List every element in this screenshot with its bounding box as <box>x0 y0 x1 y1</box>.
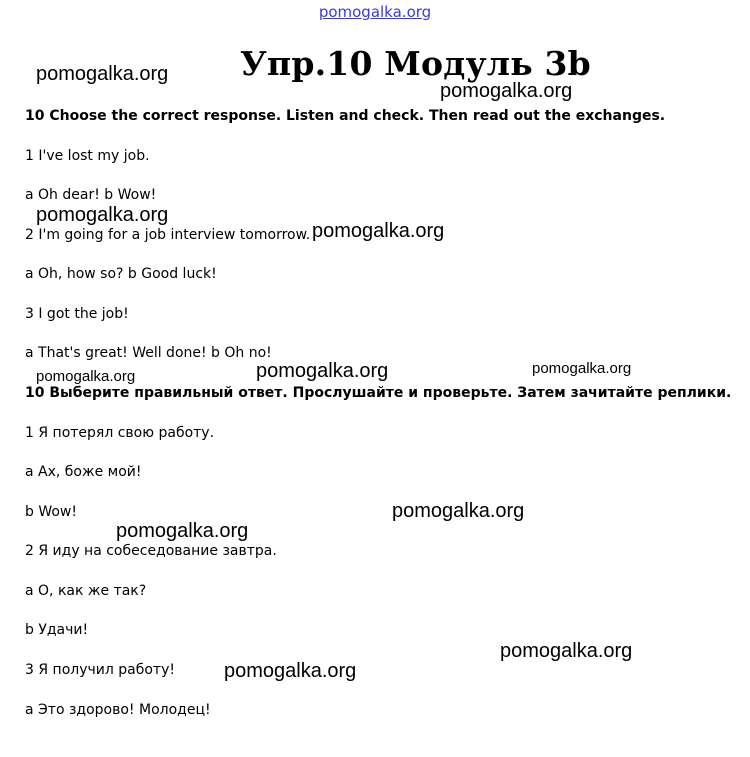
russian-line: 3 Я получил работу! <box>25 662 175 678</box>
watermark: pomogalka.org <box>500 640 633 662</box>
watermark: pomogalka.org <box>532 360 632 377</box>
russian-line: b Wow! <box>25 504 77 520</box>
watermark: pomogalka.org <box>36 204 169 226</box>
page-title: Упр.10 Модуль 3b <box>240 44 591 83</box>
watermark: pomogalka.org <box>224 660 357 682</box>
russian-line: a О, как же так? <box>25 583 147 599</box>
russian-line: a Ах, боже мой! <box>25 464 142 480</box>
russian-line: 2 Я иду на собеседование завтра. <box>25 543 277 559</box>
english-line: a Oh, how so? b Good luck! <box>25 266 217 282</box>
russian-line: 1 Я потерял свою работу. <box>25 425 215 441</box>
english-line: 3 I got the job! <box>25 306 129 322</box>
english-line: 2 I'm going for a job interview tomorrow. <box>25 227 311 243</box>
watermark: pomogalka.org <box>36 63 169 85</box>
english-line: a That's great! Well done! b Oh no! <box>25 345 272 361</box>
russian-line: b Удачи! <box>25 622 89 638</box>
watermark: pomogalka.org <box>256 360 389 382</box>
watermark: pomogalka.org <box>36 368 136 385</box>
english-line: 1 I've lost my job. <box>25 148 150 164</box>
watermark: pomogalka.org <box>392 500 525 522</box>
english-task-heading: 10 Choose the correct response. Listen and check. Then read out the exchanges. <box>25 108 666 124</box>
watermark: pomogalka.org <box>116 520 249 542</box>
watermark: pomogalka.org <box>440 80 573 102</box>
top-watermark-link[interactable]: pomogalka.org <box>318 3 432 21</box>
english-line: a Oh dear! b Wow! <box>25 187 157 203</box>
watermark: pomogalka.org <box>312 220 445 242</box>
russian-line: a Это здорово! Молодец! <box>25 702 211 718</box>
russian-task-heading: 10 Выберите правильный ответ. Прослушайте и проверьте. Затем зачитайте реплики. <box>25 385 732 401</box>
